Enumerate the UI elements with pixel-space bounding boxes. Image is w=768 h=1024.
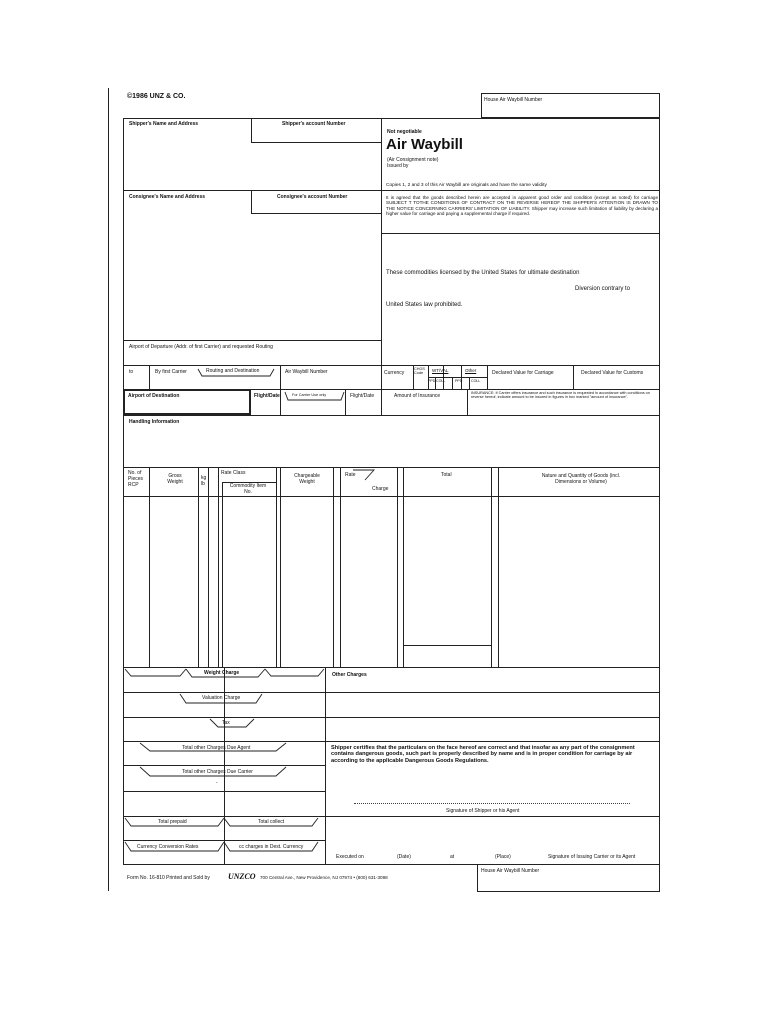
executed-on-label: Executed on: [336, 854, 364, 860]
issued-by-label: Issued by: [387, 163, 409, 169]
to-label: to: [129, 369, 134, 375]
total-other-carrier-label: Total other Charges Due Carrier: [182, 769, 253, 775]
address-text: 700 Central Ave., New Providence, NJ 07974 • (800) 631-3098: [260, 875, 388, 880]
subtitle-label: (Air Consignment note): [387, 157, 439, 163]
airport-destination-label: Airport of Destination: [128, 393, 180, 399]
declared-carriage-label: Declared Value for Carriage: [492, 370, 554, 376]
form-number-text: Form No. 16-810 Printed and Sold by: [127, 875, 210, 881]
first-carrier-label: By first Carrier: [155, 369, 187, 375]
consignee-account-label: Consignee's account Number: [277, 194, 348, 200]
other-label: Other: [465, 368, 477, 373]
diversion-text: Diversion contrary to: [575, 286, 631, 292]
house-awb-label-top: House Air Waybill Number: [484, 97, 543, 103]
tax-label: Tax: [222, 720, 230, 726]
carrier-use-label: For Carrier Use only: [292, 393, 327, 397]
wt-val-label: WT/VAL: [432, 368, 449, 373]
other-charges-label: Other Charges: [332, 672, 367, 678]
total-label: Total: [441, 472, 452, 478]
signature-shipper-label: Signature of Shipper or his Agent: [446, 808, 520, 814]
flight-date-label-2: Flight/Date: [350, 393, 375, 399]
currency-label: Currency: [384, 370, 405, 376]
airport-departure-label: Airport of Departure (Addr. of first Carrier) and requested Routing: [129, 344, 273, 350]
gross-weight-label: Gross Weight: [167, 473, 183, 485]
date-label: (Date): [397, 854, 411, 860]
total-prepaid-label: Total prepaid: [158, 819, 187, 825]
flight-date-label-1: Flight/Date: [254, 393, 280, 399]
declared-customs-label: Declared Value for Customs: [581, 370, 644, 376]
cc-charges-label: cc charges in Dest. Currency: [239, 844, 304, 850]
total-other-agent-label: Total other Charges Due Agent: [182, 745, 251, 751]
kg-label: kg: [201, 475, 207, 481]
no-pieces-label: No. of Pieces RCP: [128, 470, 144, 488]
signature-carrier-label: Signature of Issuing Carrier or its Agent: [548, 854, 636, 860]
routing-destination-label: Routing and Destination: [206, 368, 260, 374]
amount-insurance-label: Amount of Insurance: [394, 393, 441, 399]
shipper-certifies-text: Shipper certifies that the particulars on the face hereof are correct and that insofar as any part of the consignment contains dangerous goods, such part is properly described by name and is in proper condition for carriage by air according to the applicable Dangerous Goods Regulations.: [331, 745, 635, 764]
dash-mark: -: [216, 780, 218, 786]
awb-number-label: Air Waybill Number: [285, 369, 328, 375]
unzco-logo: UNZCO: [228, 872, 256, 881]
rate-label: Rate: [345, 472, 356, 478]
ppd-label-2: PPD: [455, 379, 463, 383]
house-awb-label-bottom: House Air Waybill Number: [481, 868, 540, 874]
charge-label: Charge: [372, 486, 389, 492]
copyright-text: ©1986 UNZ & CO.: [127, 93, 186, 100]
weight-charge-label: Weight Charge: [204, 670, 240, 676]
page-title: Air Waybill: [386, 136, 463, 153]
commodity-item-label: Commodity Item No.: [229, 483, 267, 495]
insurance-text: INSURANCE: If Carrier offers insurance and such insurance is requested in accordance with conditions on reverse hereof, indicate amount to be insured in figures in box marked "amount of insurance".: [471, 391, 650, 400]
coll-label-2: COLL: [471, 379, 481, 383]
total-collect-label: Total collect: [258, 819, 285, 825]
shipper-account-label: Shipper's account Number: [282, 121, 346, 127]
shipper-name-label: Shipper's Name and Address: [129, 121, 199, 127]
handling-info-label: Handling Information: [129, 419, 180, 425]
consignee-name-label: Consignee's Name and Address: [129, 194, 206, 200]
nature-quantity-label: Nature and Quantity of Goods (incl. Dimensions or Volume): [541, 473, 621, 485]
rate-class-label: Rate Class: [221, 470, 246, 476]
lb-label: lb: [201, 481, 205, 487]
conditions-text: It is agreed that the goods described herein are accepted in apparent good order and condition (except as noted) for carriage SUBJECT T TOTHE CONDITIONS OF CONTRACT ON THE REVERSE HEREOF THE SHIPPER'S ATTENTION IS DRAWN TO THE NOTICE CONCERNING CARRIERS' LIMITATION OF LIABILITY. Shipper may increase such limitation of liability by declaring a higher value for carriage and paying a supplemental charge if required.: [386, 195, 658, 217]
not-negotiable-label: Not negotiable: [387, 129, 422, 135]
at-label: at: [450, 854, 455, 860]
place-label: (Place): [495, 854, 511, 860]
copies-note: Copies 1, 2 and 3 of this Air Waybill are originals and have the same validity: [386, 183, 547, 188]
chgs-code-label: CHGS Code: [414, 367, 425, 376]
ppd-label-1: PPD: [428, 379, 436, 383]
coll-label-1: COLL: [436, 379, 446, 383]
commodities-licensed-text: These commodities licensed by the United States for ultimate destination: [386, 270, 580, 276]
chargeable-weight-label: Chargeable Weight: [294, 473, 320, 485]
valuation-charge-label: Valuation Charge: [202, 695, 241, 701]
us-law-text: United States law prohibited.: [386, 302, 463, 308]
currency-conversion-label: Currency Conversion Rates: [137, 844, 199, 850]
